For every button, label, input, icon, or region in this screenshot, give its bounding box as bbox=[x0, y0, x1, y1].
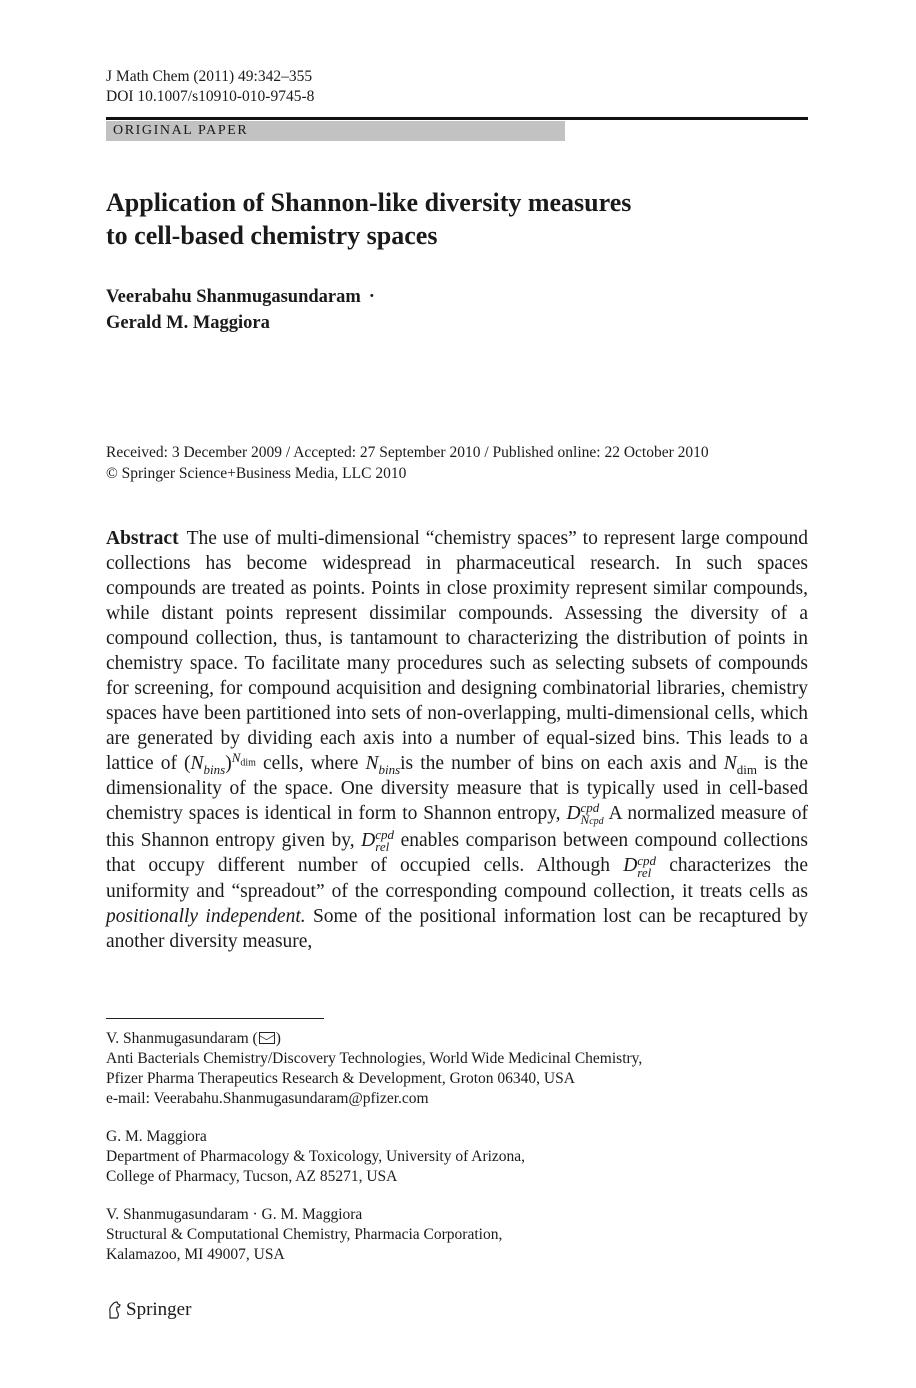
title-line-1: Application of Shannon-like diversity measures bbox=[106, 188, 632, 217]
title-line-2: to cell-based chemistry spaces bbox=[106, 221, 438, 250]
affiliation-2: G. M. Maggiora Department of Pharmacology & Toxicology, University of Arizona, College of Pharmacy, Tucson, AZ 85271, USA bbox=[106, 1128, 526, 1185]
affiliation-3: V. Shanmugasundaram · G. M. Maggiora Structural & Computational Chemistry, Pharmacia Corporation, Kalamazoo, MI 49007, USA bbox=[106, 1206, 503, 1263]
abstract-label: Abstract bbox=[106, 528, 179, 549]
paper-title bbox=[106, 186, 806, 252]
journal-citation bbox=[106, 67, 314, 106]
author-name[interactable]: Veerabahu Shanmugasundaram bbox=[106, 287, 361, 307]
author-name[interactable]: Gerald M. Maggiora bbox=[106, 313, 270, 333]
author-separator: · bbox=[368, 287, 375, 307]
journal-line: J Math Chem (2011) 49:342–355 bbox=[106, 68, 313, 85]
doi-line[interactable]: DOI 10.1007/s10910-010-9745-8 bbox=[106, 87, 315, 105]
copyright-line: © Springer Science+Business Media, LLC 2010 bbox=[106, 465, 407, 482]
affiliation-1: V. Shanmugasundaram ( ) Anti Bacterials Chemistry/Discovery Technologies, World Wide Medicinal Chemistry, Pfizer Pharma Therapeutics Research & Development, Groton 06340, USA e-mail: Veerabahu.Shanmugasundaram@pfizer.com bbox=[106, 1030, 643, 1107]
email-link[interactable]: e-mail: Veerabahu.Shanmugasundaram@pfizer.com bbox=[106, 1090, 429, 1107]
envelope-icon[interactable] bbox=[259, 1032, 275, 1044]
author-list bbox=[106, 284, 375, 336]
abstract-block: Abstract The use of multi-dimensional “chemistry spaces” to represent large compound collections has become widespread in pharmaceutical research. In such spaces compounds are treated as points. Points in close proximity represent similar compounds, while distant points represent dissimilar compounds. Assessing the diversity of a compound collection, thus, is tantamount to characterizing the distribution of points in chemistry space. To facilitate many procedures such as selecting subsets of compounds for screening, for compound acquisition and designing combinatorial libraries, chemistry spaces have been partitioned into sets of non-overlapping, multi-dimensional cells, which are generated by dividing each axis into a number of equal-sized bins. This leads to a lattice of $(N_{bins})^{N_{dim}}$ cells, where $N_{bins}is$ the number of bins on each axis and $N_{dim}$ is the dimensionality of the space. One diversity measure that is typically used in cell-based chemistry spaces is identical in form to Shannon entropy, D cpd Ncpd A normalized measure of this Shannon entropy given by, D cpd rel enables comparison between compound collections that occupy different number of occupied cells. Although D cpd rel characterizes the uniformity and “spreadout” of the corresponding compound collection, it treats cells as positionally independent. Some of the positional information lost can be recaptured by another diversity measure, bbox=[106, 528, 809, 952]
header-rule bbox=[106, 117, 808, 120]
publication-dates bbox=[106, 442, 709, 484]
springer-horse-icon bbox=[106, 1300, 122, 1320]
publisher-name: Springer bbox=[126, 1299, 192, 1320]
publisher-mark bbox=[106, 1298, 191, 1322]
section-label: ORIGINAL PAPER bbox=[106, 121, 565, 141]
date-history: Received: 3 December 2009 / Accepted: 27 September 2010 / Published online: 22 October 2010 bbox=[106, 444, 709, 461]
footnote-rule bbox=[106, 1018, 324, 1019]
